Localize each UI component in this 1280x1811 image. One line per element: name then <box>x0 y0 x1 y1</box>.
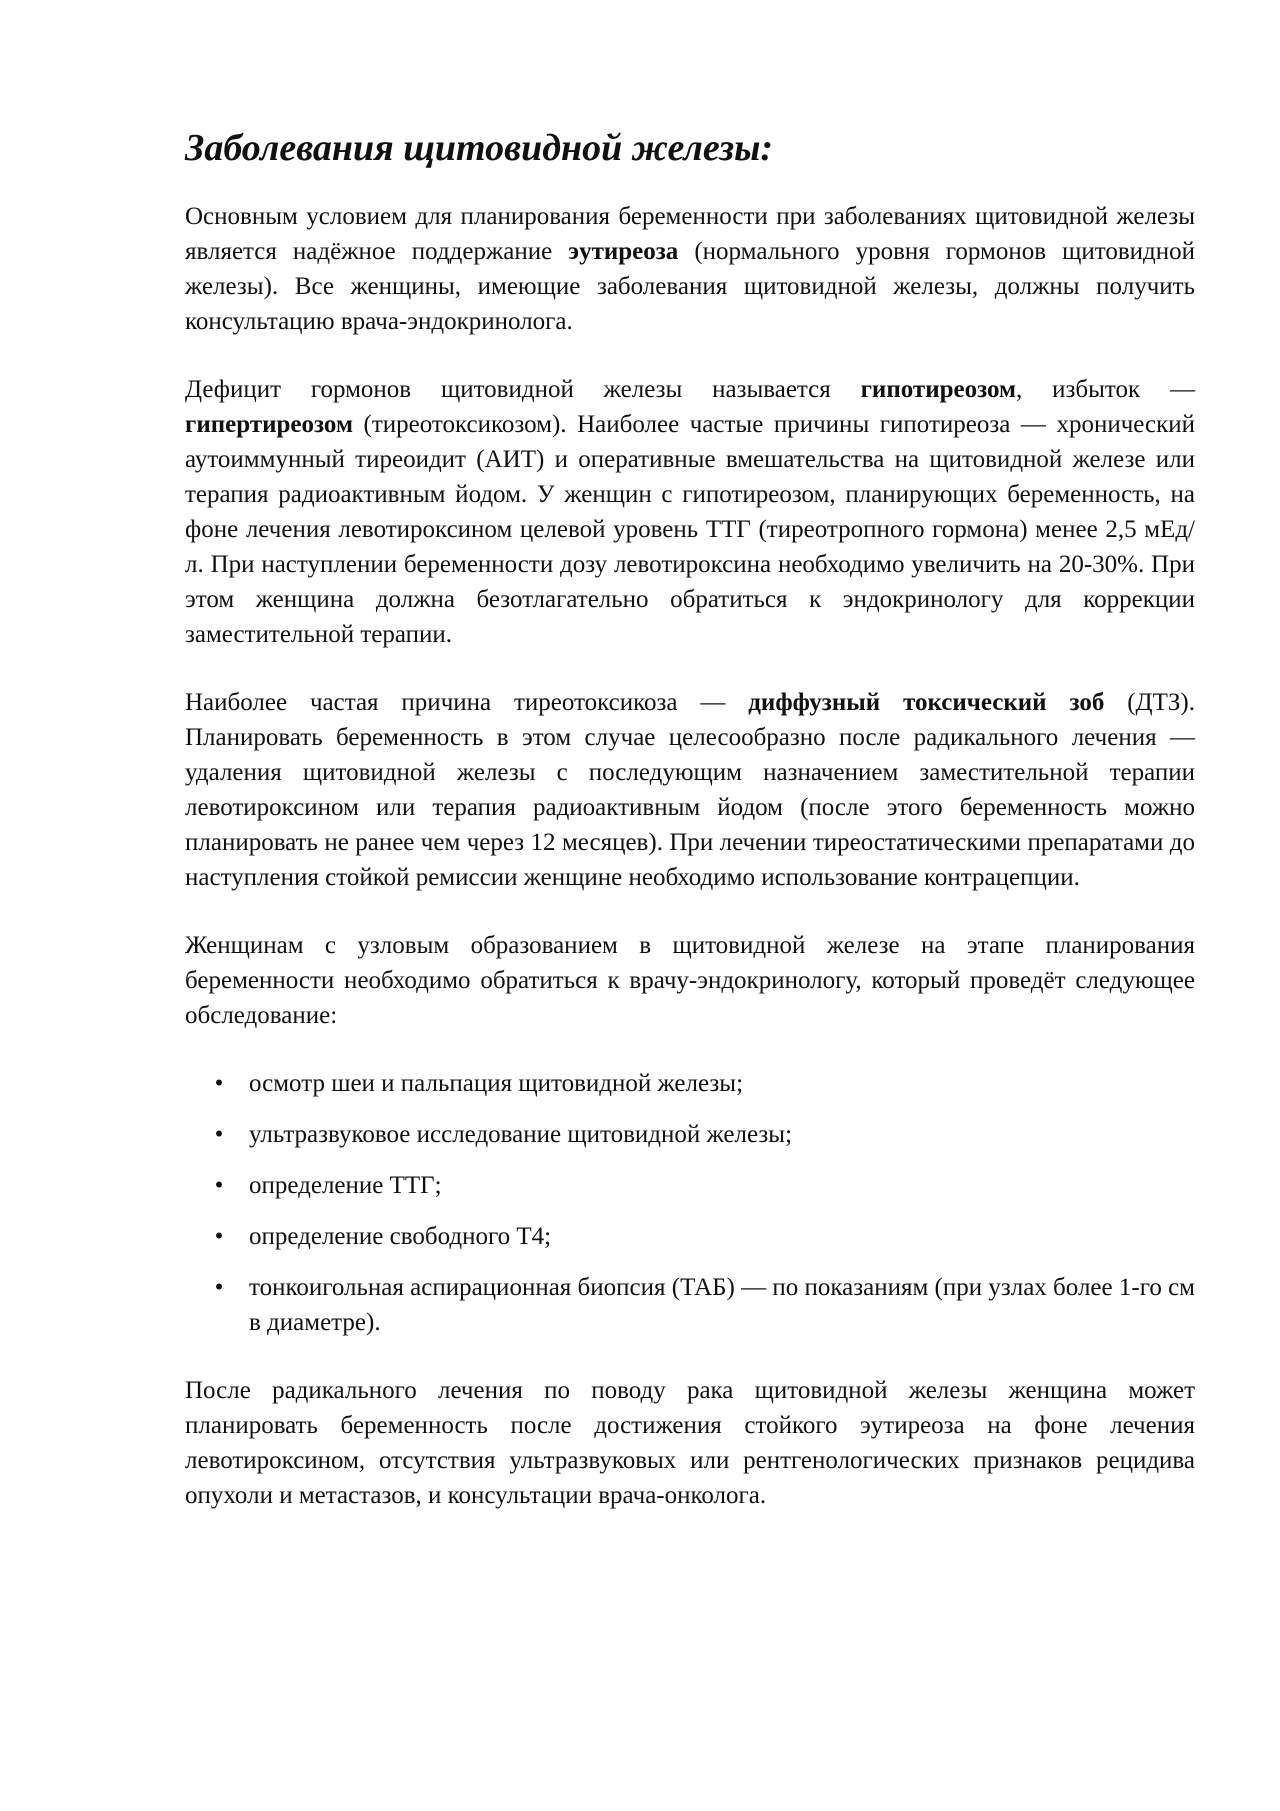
paragraph-euthyroid <box>185 199 1195 339</box>
paragraph-text: (нормального уровня гормонов щитовидной железы). Все женщины, имеющие заболевания щитовидной железы, должны получить консультацию врача-эндокринолога. <box>185 238 1195 335</box>
list-item <box>214 1270 1195 1340</box>
bullet-icon: • <box>214 1223 224 1250</box>
paragraph-hypothyroidism <box>185 372 1195 652</box>
list-item-text: осмотр шеи и пальпация щитовидной железы; <box>249 1070 744 1097</box>
list-item-text: тонкоигольная аспирационная биопсия (ТАБ) — по показаниям (при узлах более 1-го см в диаметре). <box>249 1274 1195 1336</box>
bullet-icon: • <box>214 1121 224 1148</box>
paragraph-text: (ДТЗ). Планировать беременность в этом случае целесообразно после радикального лечения — удаления щитовидной железы с последующим назначением заместительной терапии левотироксином или терапия радиоактивным йодом (после этого беременность можно планировать не ранее чем через 12 месяцев). При лечении тиреостатическими препаратами до наступления стойкой ремиссии женщине необходимо использование контрацепции. <box>185 689 1195 891</box>
paragraph-thyrotoxicosis <box>185 685 1195 895</box>
term-diffuse-toxic-goiter: диффузный токсический зоб <box>748 689 1105 716</box>
term-hyperthyroidism: гипертиреозом <box>185 411 353 438</box>
list-item-text: определение свободного Т4; <box>249 1223 552 1250</box>
paragraph-text: (тиреотоксикозом). Наиболее частые причины гипотиреоза — хронический аутоиммунный тиреоидит (АИТ) и оперативные вмешательства на щитовидной железе или терапия радиоактивным йодом. У женщин с гипотиреозом, планирующих беременность, на фоне лечения левотироксином целевой уровень ТТГ (тиреотропного гормона) менее 2,5 мЕд/л. При наступлении беременности дозу левотироксина необходимо увеличить на 20-30%. При этом женщина должна безотлагательно обратиться к эндокринологу для коррекции заместительной терапии. <box>185 411 1195 648</box>
term-hypothyroidism: гипотиреозом <box>860 376 1017 403</box>
list-item-text: определение ТТГ; <box>249 1172 442 1199</box>
bullet-icon: • <box>214 1070 224 1097</box>
paragraph-text: Основным условием для планирования беременности при заболеваниях щитовидной железы является надёжное поддержание <box>185 203 1195 265</box>
list-item <box>214 1168 1195 1203</box>
term-euthyroidism: эутиреоза <box>568 238 679 265</box>
paragraph-text: Наиболее частая причина тиреотоксикоза — <box>185 689 749 716</box>
list-item <box>214 1066 1195 1101</box>
document-page <box>185 125 1195 1546</box>
bullet-icon: • <box>214 1172 224 1199</box>
paragraph-text: , избыток — <box>1016 376 1195 403</box>
list-item <box>214 1117 1195 1152</box>
page-title: Заболевания щитовидной железы: <box>185 127 774 169</box>
bullet-icon: • <box>214 1274 224 1301</box>
paragraph-nodules: Женщинам с узловым образованием в щитовидной железе на этапе планирования беременности необходимо обратиться к врачу-эндокринологу, который проведёт следующее обследование: <box>185 932 1195 1029</box>
examination-list <box>185 1066 1195 1340</box>
list-item <box>214 1219 1195 1254</box>
paragraph-text: Дефицит гормонов щитовидной железы называется <box>185 376 861 403</box>
list-item-text: ультразвуковое исследование щитовидной железы; <box>249 1121 793 1148</box>
paragraph-cancer: После радикального лечения по поводу рака щитовидной железы женщина может планировать беременность после достижения стойкого эутиреоза на фоне лечения левотироксином, отсутствия ультразвуковых или рентгенологических признаков рецидива опухоли и метастазов, и консультации врача-онколога. <box>185 1377 1195 1509</box>
